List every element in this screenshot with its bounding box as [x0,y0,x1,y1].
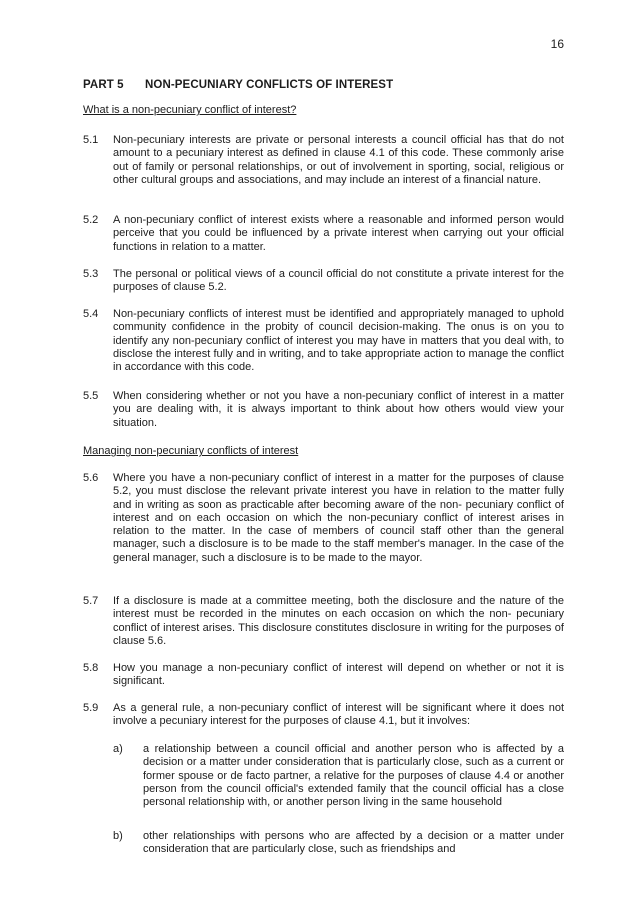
section-heading-what-is: What is a non-pecuniary conflict of interest? [83,104,297,116]
subclause-a [113,743,564,809]
clause-5-1 [83,134,564,187]
clause-number: 5.2 [83,214,99,226]
subclause-letter: a) [113,743,123,755]
clause-text: As a general rule, a non-pecuniary conflict of interest will be significant where it does not involve a pecuniary interest for the purposes of clause 4.1, but it involves: [113,702,564,728]
page-number: 16 [550,37,564,51]
clause-number: 5.4 [83,308,99,320]
clause-number: 5.9 [83,702,99,714]
clause-text: Non-pecuniary interests are private or personal interests a council official has that do not amount to a pecuniary interest as defined in clause 4.1 of this code. These commonly arise out of family or personal relationships, or out of involvement in sporting, social, religious or other cultural groups and associations, and may include an interest of a financial nature. [113,134,564,186]
clause-5-4 [83,308,564,374]
clause-text: Where you have a non-pecuniary conflict of interest in a matter for the purposes of clause 5.2, you must disclose the relevant private interest you have in relation to the matter fully and in writing as soon as practicable after becoming aware of the non- pecuniary conflict of interest and on each occasion on which the non-pecuniary conflict of interest arises in relation to the matter. In the case of members of council staff other than the general manager, such a disclosure is to be made to the staff member's manager. In the case of the general manager, such a disclosure is to be made to the mayor. [113,472,564,564]
subclause-text: a relationship between a council official and another person who is affected by a decision or a matter under consideration that is particularly close, such as a current or former spouse or de facto partner, a relative for the purposes of clause 4.4 or another person from the council official's extended family that the council official has a close personal relationship with, or another person living in the same household [143,743,564,809]
clause-text: Non-pecuniary conflicts of interest must be identified and appropriately managed to uphold community confidence in the probity of council decision-making. The onus is on you to identify any non-pecuniary conflict of interest you may have in matters that you deal with, to disclose the interest fully and in writing, and to take appropriate action to manage the conflict in accordance with this code. [113,308,564,374]
subclause-text: other relationships with persons who are affected by a decision or a matter under consideration that are particularly close, such as friendships and [143,830,564,856]
clause-number: 5.8 [83,662,99,674]
clause-number: 5.1 [83,134,99,146]
clause-text: A non-pecuniary conflict of interest exists where a reasonable and informed person would perceive that you could be influenced by a private interest when carrying out your official functions in relation to a matter. [113,214,564,253]
subclause-letter: b) [113,830,123,842]
clause-5-2 [83,214,564,254]
clause-number: 5.6 [83,472,99,484]
clause-5-5 [83,390,564,430]
clause-text: If a disclosure is made at a committee meeting, both the disclosure and the nature of the interest must be recorded in the minutes on each occasion on which the non- pecuniary conflict of interest arises. This disclosure constitutes disclosure in writing for the purposes of clause 5.6. [113,595,564,647]
part-title: NON-PECUNIARY CONFLICTS OF INTEREST [145,79,394,91]
subclause-b [113,830,564,857]
part-heading [83,79,393,91]
clause-number: 5.3 [83,268,99,280]
clause-5-9 [83,702,564,729]
clause-number: 5.5 [83,390,99,402]
clause-5-8 [83,662,564,689]
clause-text: The personal or political views of a council official do not constitute a private interest for the purposes of clause 5.2. [113,268,564,294]
part-number: PART 5 [83,79,124,91]
clause-text: When considering whether or not you have a non-pecuniary conflict of interest in a matter you are dealing with, it is always important to think about how others would view your situation. [113,390,564,429]
clause-5-6 [83,472,564,565]
clause-text: How you manage a non-pecuniary conflict of interest will depend on whether or not it is significant. [113,662,564,688]
clause-5-3 [83,268,564,295]
section-heading-managing: Managing non-pecuniary conflicts of interest [83,445,299,457]
clause-number: 5.7 [83,595,99,607]
clause-5-7 [83,595,564,648]
